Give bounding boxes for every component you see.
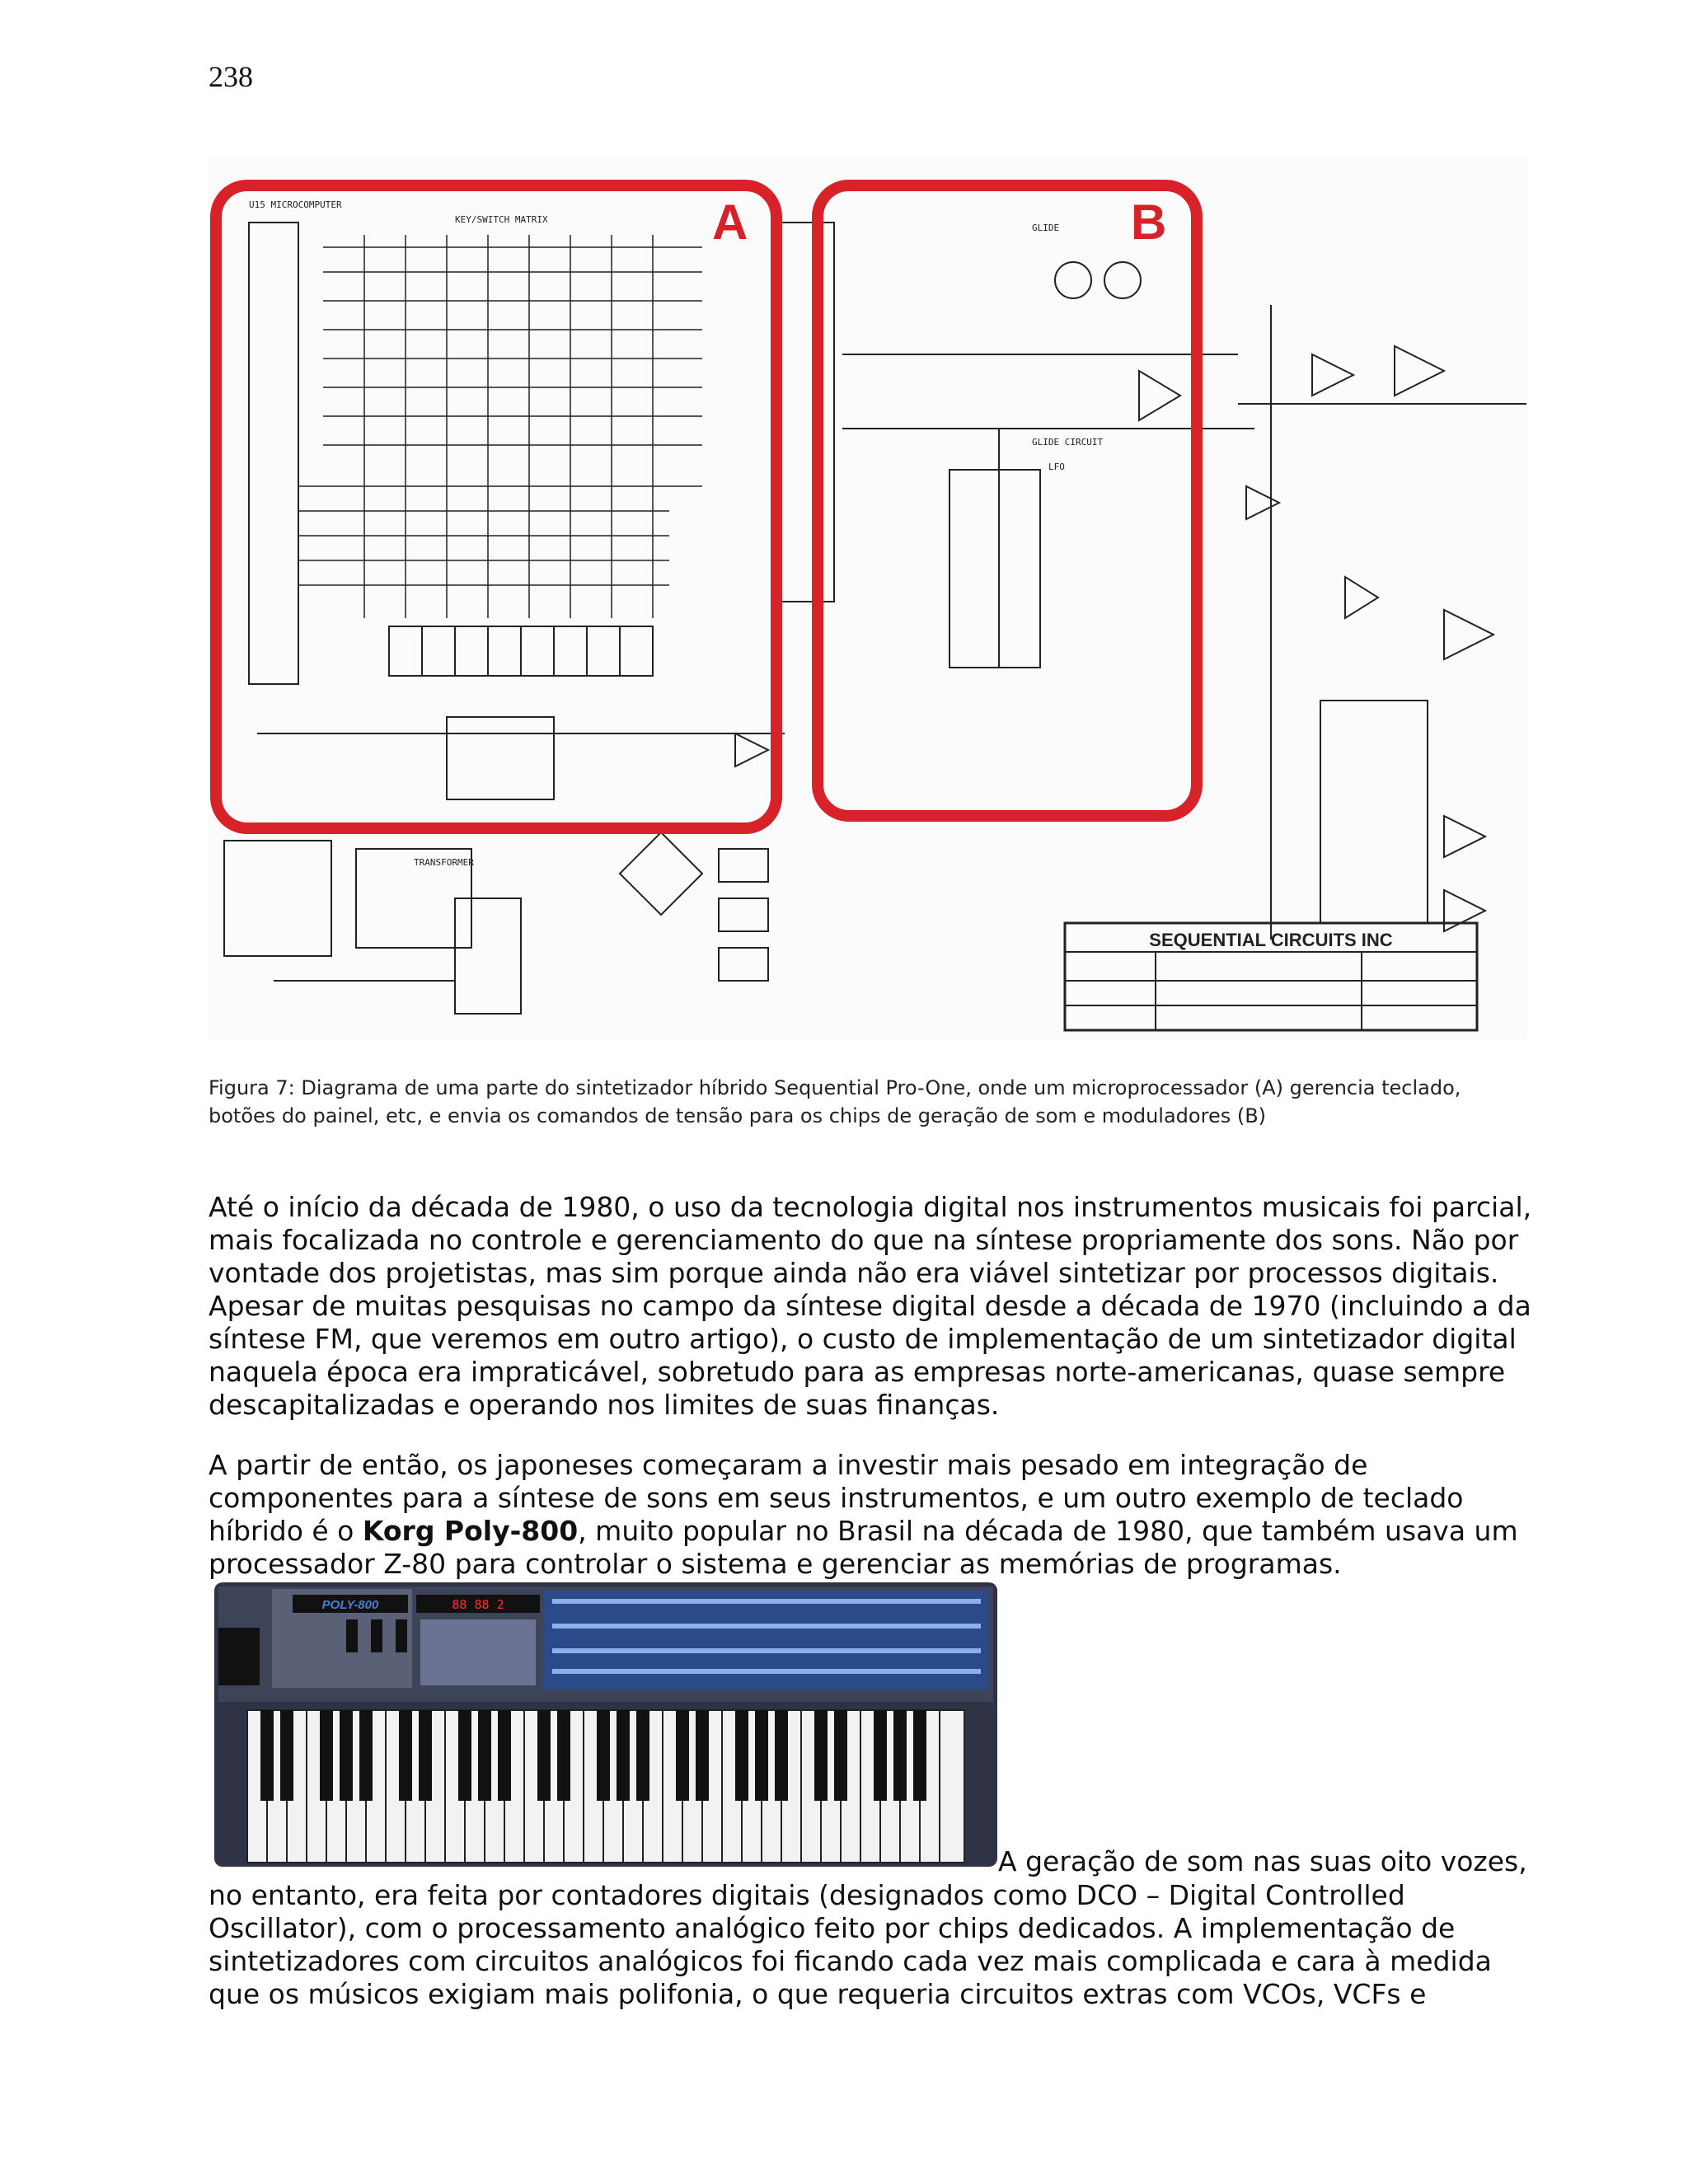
keyboard-display-text: 88 88 2 [452, 1597, 504, 1612]
schematic-lfo-label: LFO [1048, 462, 1065, 472]
figure-label-b: B [1131, 194, 1167, 250]
schematic-title-block: SEQUENTIAL CIRCUITS INC [1149, 930, 1393, 950]
paragraph-3 [209, 1879, 1544, 2011]
schematic-glide-label: GLIDE [1032, 223, 1060, 233]
paragraph-3-first-line: A geração de som nas suas oito vozes, [998, 1845, 1527, 1877]
schematic-microcomputer-label: U15 MICROCOMPUTER [249, 199, 342, 210]
figure-caption: Figura 7: Diagrama de uma parte do sintetizador híbrido Sequential Pro-One, onde um microprocessador (A) gerencia teclado, botões do painel, etc, e envia os comandos de tensão para os chips de geração de som e moduladores (B) [209, 1076, 1461, 1127]
korg-poly-800-bold: Korg Poly-800 [362, 1515, 579, 1547]
korg-poly-800-photo [214, 1582, 997, 1867]
paragraph-2 [209, 1449, 1544, 1581]
schematic-matrix-label: KEY/SWITCH MATRIX [455, 214, 548, 225]
paragraph-1 [209, 1191, 1544, 1422]
schematic-glide-circuit-label: GLIDE CIRCUIT [1032, 437, 1104, 448]
keyboard-brand-text: POLY-800 [321, 1598, 379, 1612]
figure-label-a: A [712, 194, 748, 250]
paragraph-2-text-before: A partir de então, os japoneses começaram a investir mais pesado em integração de componentes para a síntese de sons em seus instrumentos, e um outro exemplo de teclado híbrido é o [209, 1449, 1464, 1547]
schematic-transformer-label: TRANSFORMER [414, 857, 474, 868]
page-number: 238 [209, 60, 253, 93]
paragraph-1-text: Até o início da década de 1980, o uso da tecnologia digital nos instrumentos musicais foi parcial, mais focalizada no controle e gerenciamento do que na síntese propriamente dos sons. Não por vontade dos projetistas, mas sim porque ainda não era viável sintetizar por processos digitais. Apesar de muitas pesquisas no campo da síntese digital desde a década de 1970 (incluindo a da síntese FM, que veremos em outro artigo), o custo de implementação de um sintetizador digital naquela época era impraticável, sobretudo para as empresas norte-americanas, quase sempre descapitalizadas e operando nos limites de suas finanças. [209, 1191, 1532, 1421]
paragraph-3-text: no entanto, era feita por contadores digitais (designados como DCO – Digital Controlled Oscillator), com o processamento analógico feito por chips dedicados. A implementação de sintetizadores com circuitos analógicos foi ficando cada vez mais complicada e cara à medida que os músicos exigiam mais polifonia, o que requeria circuitos extras com VCOs, VCFs e [209, 1879, 1492, 2010]
schematic-figure [208, 157, 1526, 1040]
paragraph-2-text-after: , muito popular no Brasil na década de 1980, que também usava um processador Z-80 para controlar o sistema e gerenciar as memórias de programas. [209, 1515, 1518, 1580]
